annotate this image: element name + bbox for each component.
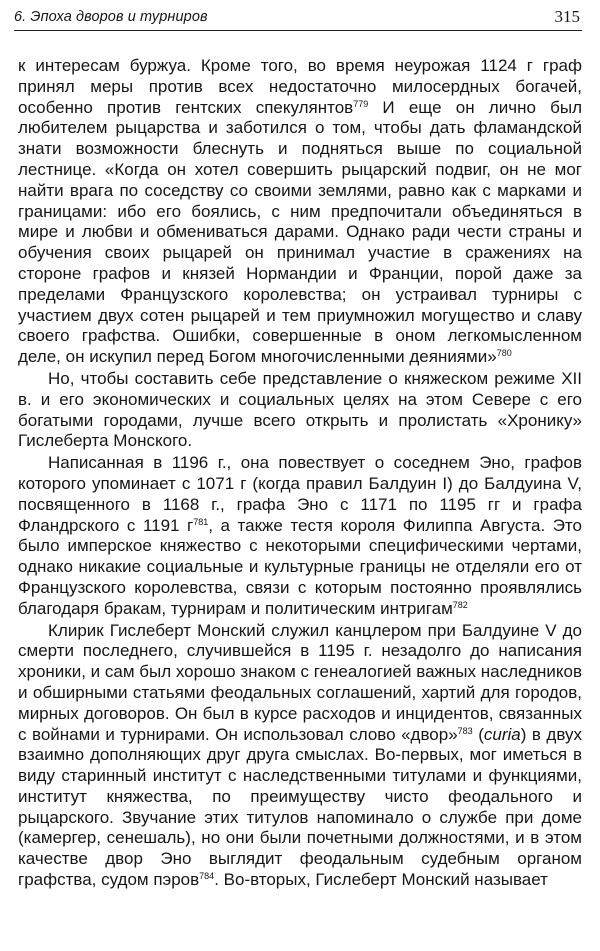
latin-term-curia: curia xyxy=(483,724,521,744)
paragraph-4-text-a: Клирик Гислеберт Монский служил канцлером при Балдуине V до смерти последнего, случившейся в 1195 г. незадолго до написания хроники, и сам был хорошо знаком с генеалогией важных наследников и обширными статьями феодальных соглашений, хартий для городов, мирных договоров. Он был в курсе расходов и инцидентов, связанных с войнами и турнирами. Он использовал слово «двор» xyxy=(18,620,582,744)
paragraph-3-text-a: Написанная в 1196 г., она повествует о соседнем Эно, графов которого упоминает с 1071 г (когда правил Балдуин I) до Балдуина V, посвященного в 1168 г., графа Эно с 1171 по 1195 гг и графа Фландрского с 1191 г xyxy=(18,453,582,535)
paragraph-3-text-b: , а также тестя короля Филиппа Августа. Это было имперское княжество с некоторыми специфическими чертами, однако никакие социальные и культурные границы не отделяли его от Французского королевства, связи с которым постоянно проявлялись благодаря бракам, турнирам и политическим интригам xyxy=(18,515,582,618)
footnote-ref-784: 784 xyxy=(199,871,215,882)
paragraph-1-text-a: к интересам буржуа. Кроме того, во время неурожая 1124 г граф принял меры против всех недостаточно милосердных богачей, особенно против гентских спекулянтов xyxy=(18,56,582,117)
paragraph-1-text-b: И еще он лично был любителем рыцарства и заботился о том, чтобы дать фламандской знати возможности блеснуть и подняться выше по социальной лестнице. «Когда он хотел совершить рыцарский подвиг, он не мог найти врага по соседству со своими землями, равно как с марками и границами: ибо его боялись, с ним предпочитали объединяться в мире и любви и обмениваться дарами. Однако ради чести страны и обучения своих рыцарей он принимал участие в сражениях на стороне графов и князей Нормандии и Франции, порой даже за пределами Французского королевства; он устраивал турниры с участием двух сотен рыцарей и тем приумножил могущество и славу своего графства. Ошибки, совершенные в оном легкомысленном деле, он искупил перед Богом многочисленными деяниями» xyxy=(18,97,582,367)
paragraph-4-text-d: . Во-вторых, Гислеберт Монский называет xyxy=(214,870,548,890)
paragraph-4-text-c: ) в двух взаимно дополняющих друг друга смыслах. Во-первых, мог иметься в виду старинный институт с наследственными титулами и функциями, институт княжества, по преимуществу чисто феодального и рыцарского. Звучание этих титулов напоминало о службе при доме (камергер, сенешаль), но они были почетными должностями, и в этом качестве двор Эно выглядит феодальным судебным органом графства, судом пэров xyxy=(18,724,582,890)
footnote-ref-782: 782 xyxy=(452,599,468,610)
paragraph-3 xyxy=(18,453,582,619)
page-body xyxy=(18,56,582,891)
running-header xyxy=(14,4,582,31)
footnote-ref-779: 779 xyxy=(353,98,369,109)
paragraph-2-text: Но, чтобы составить себе представление о княжеском режиме XII в. и его экономических и социальных целях на этом Севере с его богатыми городами, лучше всего открыть и пролистать «Хронику» Гислеберта Монского. xyxy=(18,368,582,451)
page-number: 315 xyxy=(554,7,580,26)
footnote-ref-781: 781 xyxy=(193,516,209,527)
paragraph-1 xyxy=(18,56,582,368)
footnote-ref-783: 783 xyxy=(457,725,473,736)
chapter-title: 6. Эпоха дворов и турниров xyxy=(14,9,208,25)
paragraph-4 xyxy=(18,621,582,891)
paragraph-2 xyxy=(18,369,582,452)
paragraph-4-text-b: ( xyxy=(472,724,484,744)
footnote-ref-780: 780 xyxy=(496,348,512,359)
